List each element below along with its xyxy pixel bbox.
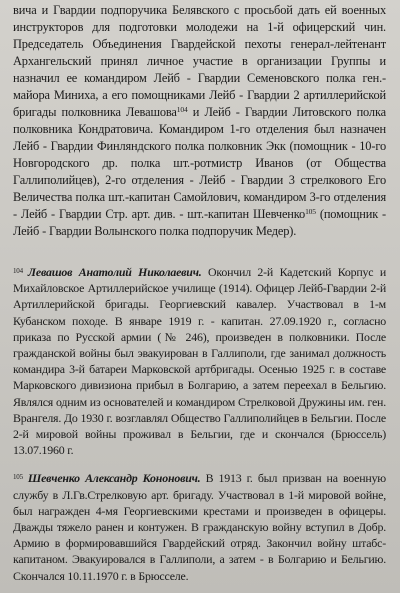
footnote-ref-105[interactable]: 105 bbox=[305, 207, 316, 216]
main-paragraph bbox=[13, 2, 386, 240]
footnote-105 bbox=[13, 470, 386, 583]
footnote-text: Окончил 2-й Кадетский Корпус и Михайловское Артиллерийское училище (1914). Офицер Лейб-Гвардии 2-й Артиллерийской бригады. Георгиевский кавалер. Участвовал в 1-м Кубанском походе. В январе 1919 г. - капитан. 27.09.1920 г., согласно приказа по Русской армии (№ 246), произведен в полковники. После гражданской войны был эвакуирован в Галлиполи, где занимал должность командира 3-й батареи Марковской артбригады. Осенью 1925 г. в составе Марковского дивизиона прибыл в Болгарию, а затем переехал в Бельгию. Являлся одним из основателей и командиром Стрелковой Дружины им. ген. Врангеля. До 1930 г. возглавлял Общество Галлиполийцев в Бельгии. После 2-й мировой войны проживал в Бельгии, где и скончался (Брюссель) 13.07.1960 г. bbox=[13, 265, 386, 458]
footnote-separator bbox=[13, 240, 386, 264]
main-text-part-3: (помощник - Лейб - Гвардии Волынского полка подпоручик Медер). bbox=[13, 207, 386, 238]
footnote-104 bbox=[13, 264, 386, 458]
footnote-number: 105 bbox=[13, 473, 23, 482]
footnote-person-name: Шевченко Александр Кононович. bbox=[27, 471, 201, 486]
footnote-ref-104[interactable]: 104 bbox=[176, 105, 188, 114]
main-text bbox=[13, 2, 386, 240]
footnote-number: 104 bbox=[13, 267, 23, 275]
main-text-part-1: вича и Гвардии подпоручика Белявского с просьбой дать ей военных инструкторов для подготовки молодежи на 1-й офицерский чин. Председатель Объединения Гвардейской пехоты генерал-лейтенант Архангельский принял личное участие в организации Группы и назначил ее командиром Лейб - Гвардии Семеновского полка ген.-майора Миниха, а его помощниками Лейб - Гвардии 2 артиллерийской бригады полковника Левашова bbox=[13, 3, 386, 119]
footnote-person-name: Левашов Анатолий Николаевич. bbox=[27, 265, 202, 279]
main-text-part-2: и Лейб - Гвардии Литовского полка полковника Кондратовича. Командиром 1-го отделения был назначен Лейб - Гвардии Финляндского полка полковник Экк (помощник - 10-го Новгородского др. полка шт.-ротмистр Иванов (от Общества Галлиполийцев), 2-го отделения - Лейб - Гвардии 3 стрелкового Его Величества полка шт.-капитан Самойлович, командиром 3-го отделения - Лейб - Гвардии Стр. арт. див. - шт.-капитан Шевченко bbox=[13, 105, 386, 221]
footnote-text: В 1913 г. был призван на военную службу в Л.Гв.Стрелковую арт. бригаду. Участвовал в 1-й мировой войне, был награжден 4-мя Георгиевскими крестами и произведен в офицеры. Дважды тяжело ранен и контужен. В гражданскую войну вступил в Добр. Армию в формировавшийся Гвардейский отряд. Закончил войну штабс-капитаном. Эвакуировался в Галлиполи, а затем - в Болгарию и Бельгию. Скончался 10.11.1970 г. в Брюсселе. bbox=[13, 471, 386, 583]
footnotes bbox=[13, 264, 386, 584]
footnote-gap bbox=[13, 458, 386, 470]
